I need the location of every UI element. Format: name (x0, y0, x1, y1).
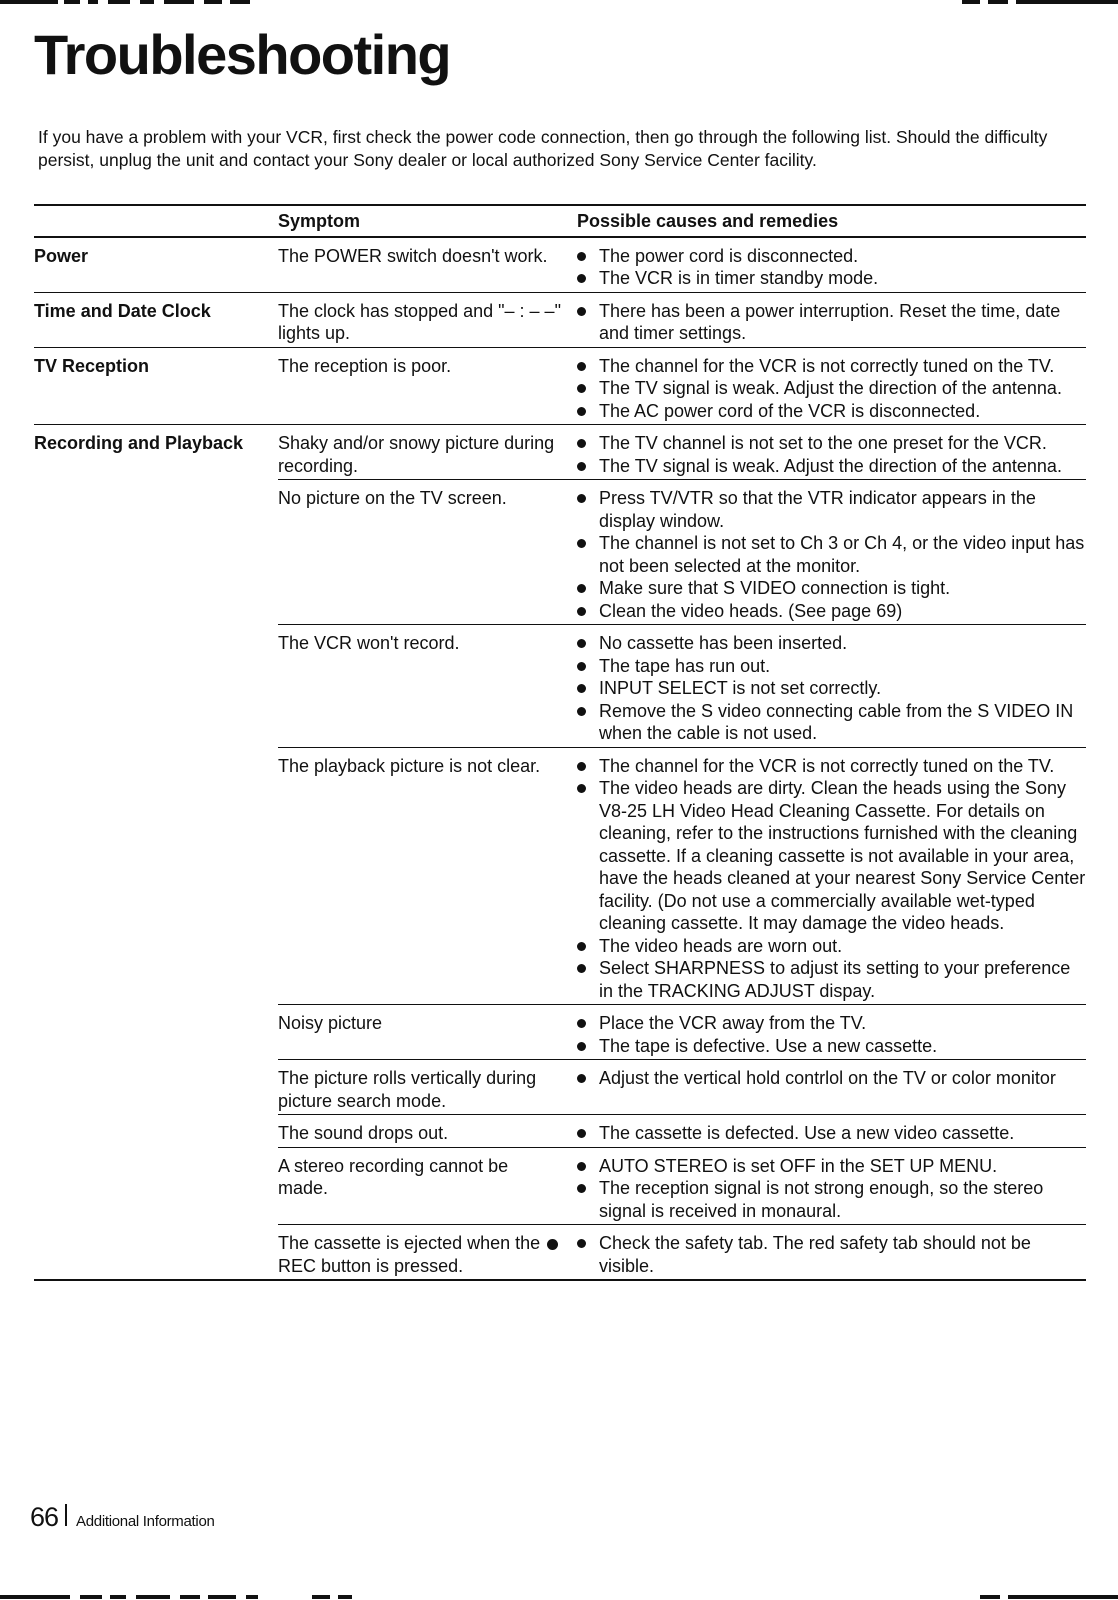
table-row (278, 293, 1086, 347)
symptom-block (278, 348, 1086, 425)
remedy-item: The AC power cord of the VCR is disconnected. (577, 400, 1086, 423)
table-row (278, 425, 1086, 480)
rec-dot-icon (547, 1239, 558, 1250)
remedy-item: The TV channel is not set to the one preset for the VCR. (577, 432, 1086, 455)
remedy-item: Check the safety tab. The red safety tab should not be visible. (577, 1232, 1086, 1277)
remedy-list (577, 300, 1086, 345)
remedy-list (577, 632, 1086, 745)
symptom-block (278, 425, 1086, 1279)
page-footer (30, 1502, 215, 1533)
remedy-list (577, 1232, 1086, 1277)
remedy-item: INPUT SELECT is not set correctly. (577, 677, 1086, 700)
remedy-item: AUTO STEREO is set OFF in the SET UP MENU. (577, 1155, 1086, 1178)
remedy-item: Remove the S video connecting cable from the S VIDEO IN when the cable is not used. (577, 700, 1086, 745)
page-number: 66 (30, 1502, 59, 1532)
section-name: Additional Information (76, 1513, 215, 1530)
remedy-item: The VCR is in timer standby mode. (577, 267, 1086, 290)
remedy-item: Make sure that S VIDEO connection is tight. (577, 577, 1086, 600)
bottom-edge-marks (0, 1595, 1118, 1600)
remedy-list (577, 1012, 1086, 1057)
remedy-item: The tape has run out. (577, 655, 1086, 678)
table-body (34, 238, 1086, 1280)
category-label: TV Reception (34, 355, 150, 376)
header-category (34, 210, 278, 233)
table-row (278, 1225, 1086, 1279)
remedy-list (577, 355, 1086, 423)
remedy-list (577, 487, 1086, 622)
remedy-list (577, 432, 1086, 477)
remedy-item: The channel for the VCR is not correctly tuned on the TV. (577, 355, 1086, 378)
top-edge-marks (0, 0, 1118, 5)
remedy-item: The reception signal is not strong enough, so the stereo signal is received in monaural. (577, 1177, 1086, 1222)
footer-divider (65, 1504, 67, 1526)
remedy-item: Select SHARPNESS to adjust its setting to your preference in the TRACKING ADJUST dispay. (577, 957, 1086, 1002)
remedy-item: The video heads are dirty. Clean the heads using the Sony V8-25 LH Video Head Cleaning Cassette. For details on cleaning, refer to the instructions furnished with the cleaning cassette. If a cleaning cassette is not available in your area, have the heads cleaned at your nearest Sony Service Center facility. (Do not use a commercially available wet-typed cleaning cassette. It may damage the video heads. (577, 777, 1086, 935)
header-remedies: Possible causes and remedies (577, 211, 839, 231)
symptom-text: A stereo recording cannot be made. (278, 1155, 509, 1198)
remedy-item: No cassette has been inserted. (577, 632, 1086, 655)
table-row (278, 1148, 1086, 1226)
remedy-item: Press TV/VTR so that the VTR indicator appears in the display window. (577, 487, 1086, 532)
symptom-block (278, 238, 1086, 292)
table-row (278, 1115, 1086, 1148)
category-row (34, 425, 1086, 1279)
troubleshooting-table (34, 204, 1086, 1281)
symptom-text: The clock has stopped and "– : – –" lights up. (278, 300, 561, 343)
category-row (34, 348, 1086, 426)
symptom-text: The playback picture is not clear. (278, 755, 541, 776)
remedy-item: The cassette is defected. Use a new video cassette. (577, 1122, 1086, 1145)
remedy-item: The channel is not set to Ch 3 or Ch 4, or the video input has not been selected at the monitor. (577, 532, 1086, 577)
remedy-item: Clean the video heads. (See page 69) (577, 600, 1086, 623)
remedy-item: The tape is defective. Use a new cassette. (577, 1035, 1086, 1058)
remedy-item: The power cord is disconnected. (577, 245, 1086, 268)
category-row (34, 293, 1086, 348)
symptom-text-end: REC button is pressed. (278, 1255, 464, 1276)
remedy-item: There has been a power interruption. Reset the time, date and timer settings. (577, 300, 1086, 345)
remedy-item: The channel for the VCR is not correctly tuned on the TV. (577, 755, 1086, 778)
remedy-list (577, 1122, 1086, 1145)
intro-paragraph: If you have a problem with your VCR, first check the power code connection, then go through the following list. Should the difficulty persist, unplug the unit and contact your Sony dealer or local authorized Sony Service Center facility. (38, 127, 1048, 170)
remedy-item: The TV signal is weak. Adjust the direction of the antenna. (577, 377, 1086, 400)
header-symptom: Symptom (278, 211, 361, 231)
category-label: Time and Date Clock (34, 300, 211, 321)
symptom-text: The picture rolls vertically during picture search mode. (278, 1068, 537, 1111)
category-label: Power (34, 245, 89, 266)
symptom-text: The reception is poor. (278, 355, 452, 376)
symptom-text: No picture on the TV screen. (278, 488, 507, 508)
remedy-item: The video heads are worn out. (577, 935, 1086, 958)
table-row (278, 625, 1086, 748)
table-row (278, 748, 1086, 1006)
table-header-row (34, 206, 1086, 238)
symptom-text: Noisy picture (278, 1013, 383, 1033)
symptom-text (278, 1232, 577, 1277)
remedy-list (577, 1155, 1086, 1223)
remedy-item: Place the VCR away from the TV. (577, 1012, 1086, 1035)
remedy-list (577, 755, 1086, 1003)
remedy-list (577, 1067, 1086, 1112)
symptom-text: The VCR won't record. (278, 633, 460, 653)
symptom-text-start: The cassette is ejected when the (278, 1233, 541, 1253)
table-row (278, 1005, 1086, 1060)
category-label: Recording and Playback (34, 433, 244, 453)
table-row (278, 480, 1086, 625)
table-row (278, 1060, 1086, 1115)
table-row (278, 348, 1086, 425)
symptom-text: Shaky and/or snowy picture during recording. (278, 433, 555, 476)
symptom-text: The POWER switch doesn't work. (278, 245, 548, 266)
page-title: Troubleshooting (34, 23, 451, 86)
remedy-item: The TV signal is weak. Adjust the direction of the antenna. (577, 455, 1086, 478)
remedy-item: Adjust the vertical hold contrlol on the TV or color monitor (577, 1067, 1086, 1090)
category-row (34, 238, 1086, 293)
table-row (278, 238, 1086, 292)
symptom-text: The sound drops out. (278, 1123, 449, 1143)
symptom-block (278, 293, 1086, 347)
remedy-list (577, 245, 1086, 290)
